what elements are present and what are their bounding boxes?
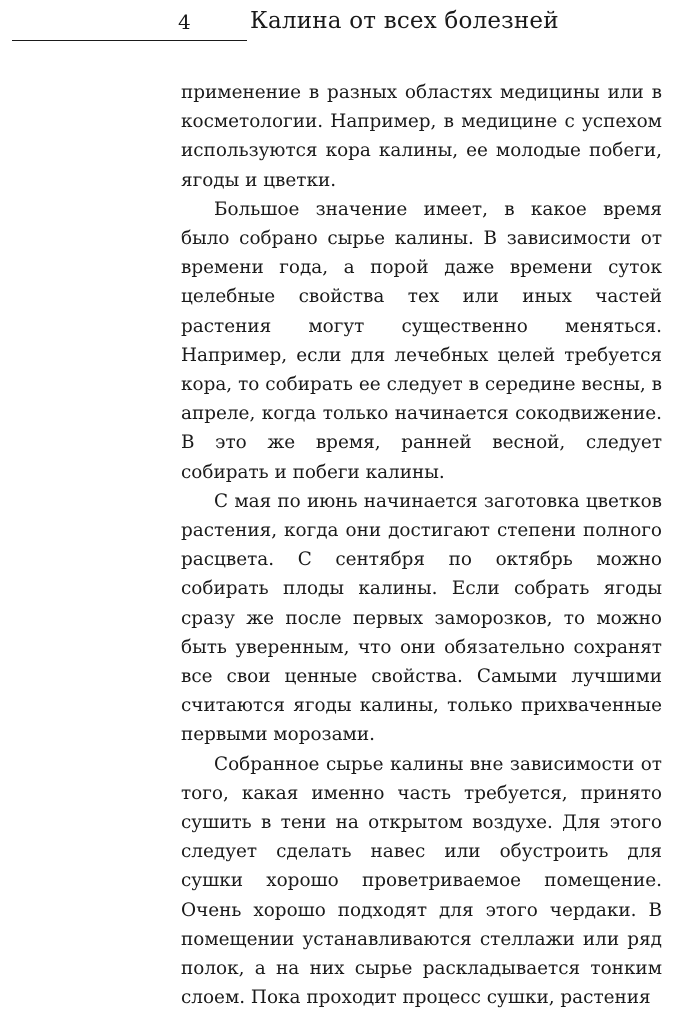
page-number: 4 [178,10,191,34]
paragraph-drying: Собранное сырье калины вне зависимости от того, какая именно часть требуется, принято сушить в тени на открытом воздухе. Для этого следует сделать навес или обустроить для сушки хорошо проветриваемое помещение. Очень хорошо подходят для этого чердаки. В помещении устанавливаются стеллажи или ряд полок, а на них сырье раскладывается тонким слоем. Пока проходит процесс сушки, растения [181,753,662,1009]
paragraph-continuation: применение в разных областях медицины или в косметологии. Например, в медицине с успехом используются кора калины, ее молодые побеги, ягоды и цветки. [181,82,662,191]
paragraph-collection-time: Большое значение имеет, в какое время было собрано сырье калины. В зависимости от времени года, а порой даже времени суток целебные свойства тех или иных частей растения могут существенно меняться. Например, если для лечебных целей требуется кора, то собирать ее следует в середине весны, в апреле, когда только начинается сокодвижение. В это же время, ранней весной, следует собирать и побеги калины. [181,198,662,483]
paragraph-flowers-and-fruits: С мая по июнь начинается заготовка цветков растения, когда они достигают степени полного расцвета. С сентября по октябрь можно собирать плоды калины. Если собрать ягоды сразу же после первых заморозков, то можно быть уверенным, что они обязательно сохранят все свои ценные свойства. Самыми лучшими считаются ягоды калины, только прихваченные первыми морозами. [181,490,662,746]
header-rule [12,40,247,41]
body-text [181,78,662,1013]
running-title: Калина от всех болезней [250,8,559,34]
